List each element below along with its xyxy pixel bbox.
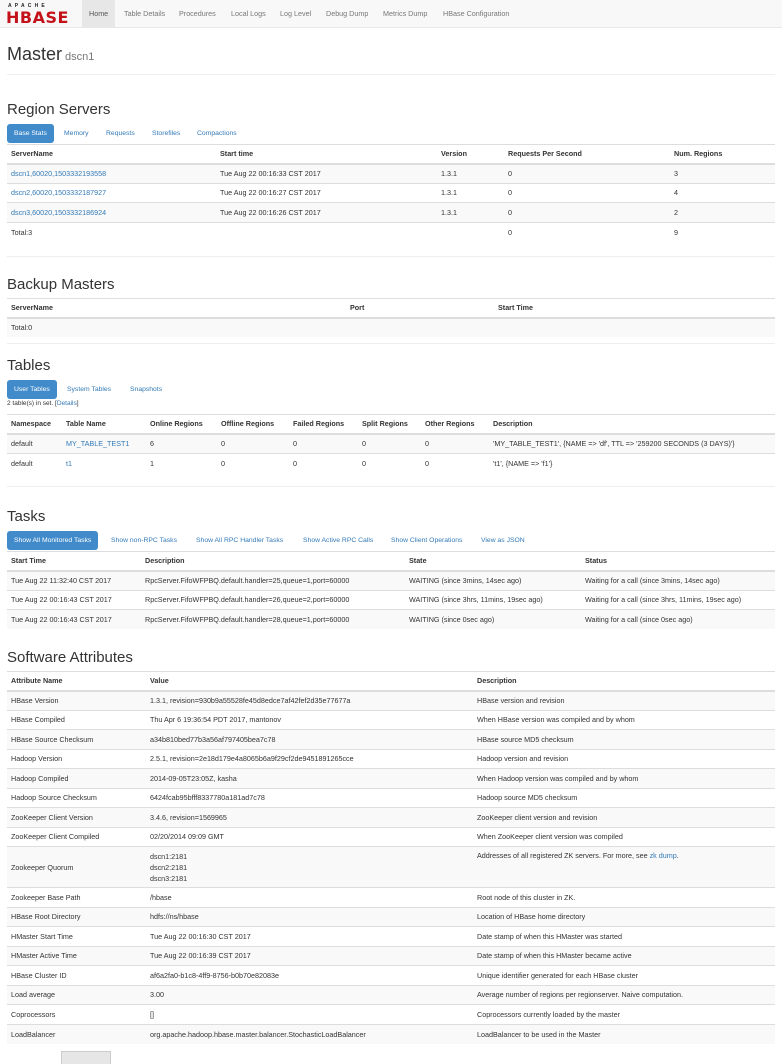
table-cell: When ZooKeeper client version was compiled: [473, 827, 775, 847]
table-row: [7, 434, 775, 454]
table-cell: default: [7, 434, 62, 454]
table-cell: 0: [504, 164, 670, 184]
table-header-row: [7, 415, 775, 434]
column-header: Version: [437, 145, 504, 164]
table-row: [7, 691, 775, 711]
table-cell: Zookeeper Base Path: [7, 888, 146, 908]
column-header: Start Time: [7, 552, 141, 571]
table-cell: 3.00: [146, 985, 473, 1005]
table-row: [7, 927, 775, 947]
table-cell: 4: [670, 183, 775, 203]
nav-metrics-dump[interactable]: Metrics Dump: [383, 9, 428, 18]
tab-view-as-json[interactable]: View as JSON: [481, 537, 525, 544]
table-cell: 0: [504, 183, 670, 203]
nav-table-details[interactable]: Table Details: [124, 9, 166, 18]
table-total-row: [7, 318, 775, 338]
table-name-link[interactable]: t1: [66, 458, 72, 468]
hbase-logo[interactable]: [6, 3, 76, 25]
table-cell: Hadoop source MD5 checksum: [473, 788, 775, 808]
table-cell: 3: [670, 164, 775, 184]
tab-active-rpc-calls[interactable]: Show Active RPC Calls: [303, 537, 374, 544]
table-row: [7, 966, 775, 986]
divider: [7, 74, 775, 75]
tab-all-monitored-tasks[interactable]: Show All Monitored Tasks: [7, 531, 98, 550]
table-cell: WAITING (since 3hrs, 11mins, 19sec ago): [405, 590, 581, 610]
table-cell: Tue Aug 22 00:16:43 CST 2017: [7, 590, 141, 610]
table-cell: 0: [217, 453, 289, 473]
backup-masters-table: [7, 298, 775, 337]
top-navbar: [0, 0, 782, 28]
details-link[interactable]: Details: [56, 400, 77, 407]
software-attributes-heading: Software Attributes: [7, 649, 133, 666]
table-cell: Coprocessors currently loaded by the master: [473, 1005, 775, 1025]
table-cell: org.apache.hadoop.hbase.master.balancer.StochasticLoadBalancer: [146, 1024, 473, 1044]
column-header: Failed Regions: [289, 415, 358, 434]
table-count-text: [7, 400, 79, 407]
tables-heading: Tables: [7, 357, 51, 374]
software-attributes-table: [7, 671, 775, 1044]
column-header: Table Name: [62, 415, 146, 434]
column-header: Online Regions: [146, 415, 217, 434]
table-cell: 2014-09-05T23:05Z, kasha: [146, 769, 473, 789]
table-total-row: [7, 222, 775, 242]
table-cell: When HBase version was compiled and by whom: [473, 710, 775, 730]
table-cell: 2: [670, 203, 775, 223]
table-row: [7, 788, 775, 808]
table-cell: Tue Aug 22 00:16:30 CST 2017: [146, 927, 473, 947]
tab-base-stats[interactable]: Base Stats: [7, 124, 54, 143]
nav-home[interactable]: Home: [82, 0, 115, 27]
table-cell: 't1', {NAME => 'f1'}: [489, 453, 775, 473]
column-header: Description: [473, 672, 775, 691]
table-cell: Tue Aug 22 00:16:33 CST 2017: [216, 164, 437, 184]
table-cell: 1.3.1: [437, 164, 504, 184]
table-row: [7, 907, 775, 927]
table-header-row: [7, 145, 775, 164]
table-cell: HBase Root Directory: [7, 907, 146, 927]
table-cell: Tue Aug 22 00:16:27 CST 2017: [216, 183, 437, 203]
table-cell: 1.3.1: [437, 203, 504, 223]
tasks-heading: Tasks: [7, 508, 46, 525]
table-cell: HMaster Start Time: [7, 927, 146, 947]
table-cell: 0: [421, 434, 489, 454]
column-header: Other Regions: [421, 415, 489, 434]
tab-storefiles[interactable]: Storefiles: [152, 130, 181, 137]
table-row: [7, 1005, 775, 1025]
master-host: dscn1: [65, 51, 95, 63]
table-cell: RpcServer.FifoWFPBQ.default.handler=25,queue=1,port=60000: [141, 571, 405, 591]
column-header: Offline Regions: [217, 415, 289, 434]
table-cell: Hadoop Version: [7, 749, 146, 769]
table-cell: RpcServer.FifoWFPBQ.default.handler=28,queue=1,port=60000: [141, 610, 405, 630]
tab-snapshots[interactable]: Snapshots: [130, 386, 163, 393]
table-cell: HBase Compiled: [7, 710, 146, 730]
zk-dump-link[interactable]: zk dump: [649, 851, 677, 860]
region-servers-heading: Region Servers: [7, 101, 111, 118]
table-row: [7, 710, 775, 730]
table-cell: 0: [217, 434, 289, 454]
divider: [7, 486, 775, 487]
table-cell: [437, 222, 504, 242]
table-cell: HBase version and revision: [473, 691, 775, 711]
table-cell: LoadBalancer to be used in the Master: [473, 1024, 775, 1044]
table-row: [7, 808, 775, 828]
table-cell: Location of HBase home directory: [473, 907, 775, 927]
column-header: Start Time: [494, 299, 775, 318]
table-row: [7, 183, 775, 203]
table-header-row: [7, 672, 775, 691]
table-cell: Zookeeper Quorum: [7, 847, 146, 888]
table-cell: Waiting for a call (since 0sec ago): [581, 610, 775, 630]
table-cell: Hadoop version and revision: [473, 749, 775, 769]
logo-apache-text: APACHE: [8, 3, 48, 9]
column-header: Port: [346, 299, 494, 318]
table-cell: Load average: [7, 985, 146, 1005]
backup-masters-heading: Backup Masters: [7, 276, 115, 293]
table-row: [7, 1024, 775, 1044]
table-cell: ZooKeeper Client Compiled: [7, 827, 146, 847]
page-title: [7, 44, 94, 65]
table-cell: 6: [146, 434, 217, 454]
table-cell: Waiting for a call (since 3hrs, 11mins, 19sec ago): [581, 590, 775, 610]
table-cell: dscn1:2181 dscn2:2181 dscn3:2181: [146, 847, 473, 888]
table-cell: [216, 222, 437, 242]
tab-client-operations[interactable]: Show Client Operations: [391, 537, 463, 544]
table-cell: 0: [289, 453, 358, 473]
table-cell: Root node of this cluster in ZK.: [473, 888, 775, 908]
column-header: Attribute Name: [7, 672, 146, 691]
table-cell: HBase Cluster ID: [7, 966, 146, 986]
nav-procedures[interactable]: Procedures: [179, 9, 216, 18]
tab-requests[interactable]: Requests: [106, 130, 135, 137]
table-count-label: 2 table(s) in set. [: [7, 400, 57, 407]
table-row: [7, 769, 775, 789]
table-cell: RpcServer.FifoWFPBQ.default.handler=26,queue=2,port=60000: [141, 590, 405, 610]
column-header: Status: [581, 552, 775, 571]
column-header: Split Regions: [358, 415, 421, 434]
table-cell: WAITING (since 0sec ago): [405, 610, 581, 630]
table-row: [7, 590, 775, 610]
table-cell: 9: [670, 222, 775, 242]
table-cell: 6424fcab95bfff8337780a181ad7c78: [146, 788, 473, 808]
table-cell: LoadBalancer: [7, 1024, 146, 1044]
footer-button[interactable]: [61, 1051, 111, 1064]
region-servers-table: [7, 144, 775, 242]
table-cell: hdfs://ns/hbase: [146, 907, 473, 927]
column-header: Description: [141, 552, 405, 571]
server-link[interactable]: dscn2,60020,1503332187927: [11, 188, 107, 198]
table-cell: HMaster Active Time: [7, 946, 146, 966]
column-header: Requests Per Second: [504, 145, 670, 164]
tab-rpc-handler-tasks[interactable]: Show All RPC Handler Tasks: [196, 537, 284, 544]
table-cell: Tue Aug 22 00:16:26 CST 2017: [216, 203, 437, 223]
table-row: [7, 827, 775, 847]
server-link[interactable]: dscn1,60020,1503332193558: [11, 169, 107, 178]
table-cell: 'MY_TABLE_TEST1', {NAME => 'df', TTL => '259200 SECONDS (3 DAYS)'}: [489, 434, 775, 454]
table-row: [7, 847, 775, 888]
table-cell: WAITING (since 3mins, 14sec ago): [405, 571, 581, 591]
table-cell: 0: [504, 203, 670, 223]
server-link[interactable]: dscn3,60020,1503332186924: [11, 207, 107, 217]
table-cell: Tue Aug 22 00:16:39 CST 2017: [146, 946, 473, 966]
table-cell: HBase Source Checksum: [7, 730, 146, 750]
table-cell: ZooKeeper Client Version: [7, 808, 146, 828]
table-cell: Addresses of all registered ZK servers. For more, see zk dump.: [473, 847, 775, 888]
user-tables-table: [7, 414, 775, 473]
table-cell: Hadoop Compiled: [7, 769, 146, 789]
table-header-row: [7, 552, 775, 571]
table-row: [7, 453, 775, 473]
table-cell: 1.3.1: [437, 183, 504, 203]
table-cell: 0: [504, 222, 670, 242]
table-cell: Date stamp of when this HMaster became active: [473, 946, 775, 966]
column-header: Description: [489, 415, 775, 434]
table-row: [7, 946, 775, 966]
table-cell: Total:3: [7, 222, 216, 242]
column-header: Namespace: [7, 415, 62, 434]
nav-hbase-configuration[interactable]: HBase Configuration: [443, 9, 510, 18]
column-header: ServerName: [7, 299, 346, 318]
table-cell: HBase Version: [7, 691, 146, 711]
table-cell: Unique identifier generated for each HBase cluster: [473, 966, 775, 986]
table-cell: Coprocessors: [7, 1005, 146, 1025]
tab-memory[interactable]: Memory: [64, 130, 89, 137]
table-cell: []: [146, 1005, 473, 1025]
tab-compactions[interactable]: Compactions: [197, 130, 237, 137]
table-cell: 02/20/2014 09:09 GMT: [146, 827, 473, 847]
table-count-close: ]: [76, 400, 79, 407]
table-cell: Thu Apr 6 19:36:54 PDT 2017, mantonov: [146, 710, 473, 730]
table-row: [7, 610, 775, 630]
divider: [7, 256, 775, 257]
table-cell: default: [7, 453, 62, 473]
table-cell: af6a2fa0-b1c8-4ff9-8756-b0b70e82083e: [146, 966, 473, 986]
table-name-link[interactable]: MY_TABLE_TEST1: [66, 439, 130, 448]
table-cell: Total:0: [7, 318, 346, 338]
table-cell: /hbase: [146, 888, 473, 908]
table-cell: Waiting for a call (since 3mins, 14sec ago): [581, 571, 775, 591]
table-cell: 0: [358, 434, 421, 454]
table-cell: When Hadoop version was compiled and by whom: [473, 769, 775, 789]
table-cell: 1.3.1, revision=930b9a55528fe45d8edce7af42fef2d35e77677a: [146, 691, 473, 711]
table-cell: Tue Aug 22 00:16:43 CST 2017: [7, 610, 141, 630]
table-cell: Hadoop Source Checksum: [7, 788, 146, 808]
table-row: [7, 888, 775, 908]
table-header-row: [7, 299, 775, 318]
table-row: [7, 571, 775, 591]
table-row: [7, 730, 775, 750]
table-cell: HBase source MD5 checksum: [473, 730, 775, 750]
table-cell: 0: [289, 434, 358, 454]
table-cell: Average number of regions per regionserver. Naive computation.: [473, 985, 775, 1005]
nav-log-level[interactable]: Log Level: [280, 9, 312, 18]
page-title-text: Master: [7, 44, 63, 64]
table-row: [7, 203, 775, 223]
tab-non-rpc-tasks[interactable]: Show non-RPC Tasks: [111, 537, 177, 544]
logo-hbase-text: HBASE: [6, 8, 69, 27]
table-row: [7, 985, 775, 1005]
column-header: ServerName: [7, 145, 216, 164]
tasks-table: [7, 551, 775, 629]
nav-debug-dump[interactable]: Debug Dump: [326, 9, 369, 18]
table-cell: ZooKeeper client version and revision: [473, 808, 775, 828]
table-cell: 0: [358, 453, 421, 473]
column-header: State: [405, 552, 581, 571]
table-row: [7, 164, 775, 184]
column-header: Start time: [216, 145, 437, 164]
column-header: Num. Regions: [670, 145, 775, 164]
table-cell: 0: [421, 453, 489, 473]
zk-quorum-description: Addresses of all registered ZK servers. For more, see: [477, 851, 650, 860]
table-cell: 1: [146, 453, 217, 473]
table-cell: 2.5.1, revision=2e18d179e4a8065b6a9f29cf2de9451891265cce: [146, 749, 473, 769]
table-cell: Date stamp of when this HMaster was started: [473, 927, 775, 947]
table-cell: Tue Aug 22 11:32:40 CST 2017: [7, 571, 141, 591]
tab-user-tables[interactable]: User Tables: [7, 380, 57, 399]
divider: [7, 343, 775, 344]
nav-local-logs[interactable]: Local Logs: [231, 9, 266, 18]
tab-system-tables[interactable]: System Tables: [67, 386, 112, 393]
table-row: [7, 749, 775, 769]
column-header: Value: [146, 672, 473, 691]
table-cell: a34b810bed77b3a56af797405bea7c78: [146, 730, 473, 750]
table-cell: 3.4.6, revision=1569965: [146, 808, 473, 828]
